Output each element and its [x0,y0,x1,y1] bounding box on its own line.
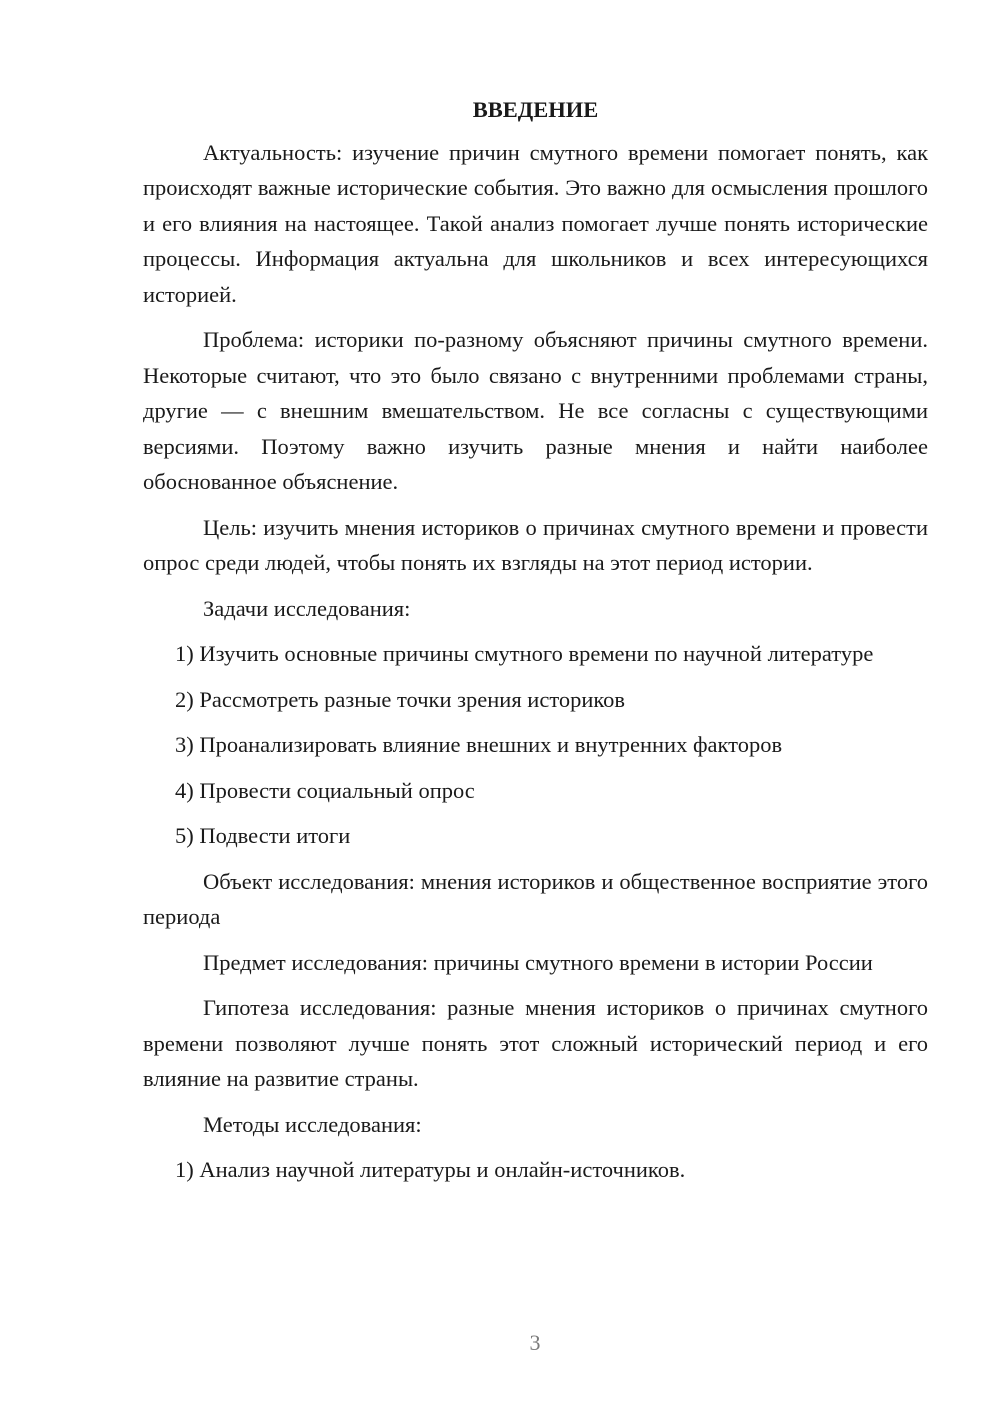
task-item: 5) Подвести итоги [175,823,351,848]
task-item: 2) Рассмотреть разные точки зрения историков [175,686,626,712]
tasks-label: Задачи исследования: [203,595,411,621]
page-number: 3 [529,1330,541,1355]
page-heading: ВВЕДЕНИЕ [472,97,599,122]
relevance-paragraph: Актуальность: изучение причин смутного времени помогает понять, как происходят важные исторические события. Это важно для осмысления прошлого и его влияния на настоящее. Такой анализ помогает лучше понять исторические процессы. Информация актуальна для школьников и всех интересующихся историей. [143,139,928,307]
task-item: 4) Провести социальный опрос [175,777,475,803]
method-item: 1) Анализ научной литературы и онлайн-источников. [175,1157,686,1182]
goal-paragraph: Цель: изучить мнения историков о причинах смутного времени и провести опрос среди людей, чтобы понять их взгляды на этот период истории. [143,514,928,575]
task-item: 3) Проанализировать влияние внешних и внутренних факторов [175,732,783,757]
methods-label: Методы исследования: [203,1111,422,1137]
task-item: 1) Изучить основные причины смутного времени по научной литературе [175,641,874,666]
subject-paragraph: Предмет исследования: причины смутного времени в истории России [203,949,873,975]
hypothesis-paragraph: Гипотеза исследования: разные мнения историков о причинах смутного времени позволяют лучше понять этот сложный исторический период и его влияние на развитие страны. [143,995,928,1091]
object-paragraph: Объект исследования: мнения историков и общественное восприятие этого периода [143,868,928,929]
document-page [143,92,928,1198]
problem-paragraph: Проблема: историки по-разному объясняют причины смутного времени. Некоторые считают, что это было связано с внутренними проблемами страны, другие — с внешним вмешательством. Не все согласны с существующими версиями. Поэтому важно изучить разные мнения и найти наиболее обоснованное объяснение. [143,327,928,494]
